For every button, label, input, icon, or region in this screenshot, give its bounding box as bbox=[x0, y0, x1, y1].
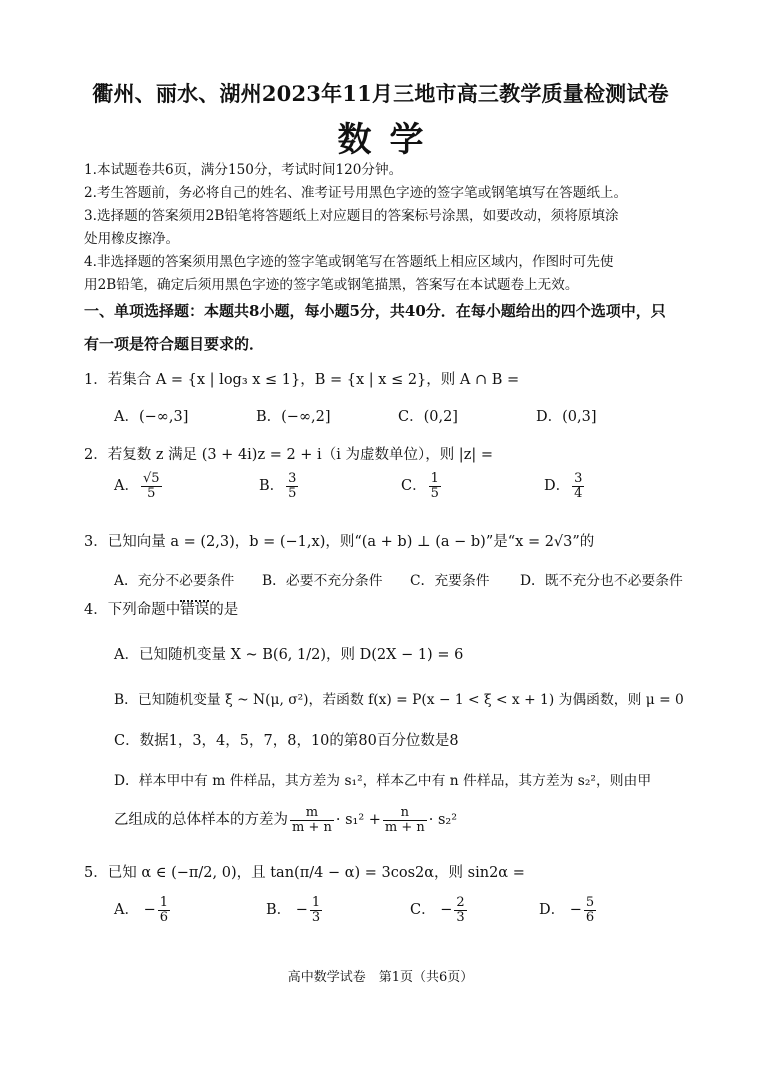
q4-option-c: C．数据1，3，4，5，7，8，10的第80百分位数是8 bbox=[114, 733, 459, 749]
question-3-stem: 3．已知向量 a = (2,3)，b = (−1,x)，则“(a + b) ⊥ (a − b)”是“x = 2√3”的 bbox=[84, 534, 595, 550]
instruction-line: 用2B铅笔，确定后须用黑色字迹的签字笔或钢笔描黑，答案写在本试题卷上无效。 bbox=[84, 277, 579, 293]
q1-option-b: B．(−∞,2] bbox=[256, 409, 331, 425]
q1-option-a: A．(−∞,3] bbox=[114, 409, 189, 425]
q2-option-b: B． $\frac{3}{5}$ bbox=[259, 471, 297, 501]
section-heading-cont: 有一项是符合题目要求的． bbox=[84, 335, 265, 353]
q5-option-c: C． − $\frac{2}{3}$ bbox=[410, 895, 465, 925]
instruction-line: 3.选择题的答案须用2B铅笔将答题纸上对应题目的答案标号涂黑，如要改动，须将原填涂 bbox=[84, 208, 619, 224]
instruction-line: 4.非选择题的答案须用黑色字迹的签字笔或钢笔写在答题纸上相应区域内，作图时可先使 bbox=[84, 254, 614, 270]
q3-option-c: C．充要条件 bbox=[410, 573, 490, 589]
exam-title: 衢州、丽水、湖州2023年11月三地市高三教学质量检测试卷 bbox=[92, 81, 669, 106]
q4-option-b: B．已知随机变量 ξ ~ N(μ, σ²)，若函数 f(x) = P(x − 1 < ξ < x + 1) 为偶函数，则 μ = 0 bbox=[114, 692, 684, 708]
emphasis-mark: 错误 bbox=[180, 602, 210, 618]
instruction-line: 2.考生答题前，务必将自己的姓名、准考证号用黑色字迹的签字笔或钢笔填写在答题纸上。 bbox=[84, 185, 628, 201]
section-heading: 一、单项选择题：本题共8小题，每小题5分，共40分．在每小题给出的四个选项中，只 bbox=[84, 302, 666, 320]
q1-option-d: D．(0,3] bbox=[536, 409, 597, 425]
question-1-stem: 1．若集合 A = {x | log₃ x ≤ 1}，B = {x | x ≤ 2}，则 A ∩ B = bbox=[84, 372, 520, 388]
q5-option-b: B． − $\frac{1}{3}$ bbox=[266, 895, 321, 925]
q3-option-b: B．必要不充分条件 bbox=[262, 573, 383, 589]
q2-option-a: A． $\frac{√5}{5}$ bbox=[114, 471, 160, 501]
instruction-line: 1.本试题卷共6页，满分150分，考试时间120分钟。 bbox=[84, 162, 403, 178]
q2-option-d: D． $\frac{3}{4}$ bbox=[544, 471, 583, 501]
question-4-stem: 4．下列命题中错误的是 bbox=[84, 602, 239, 618]
q5-option-a: A． − $\frac{1}{6}$ bbox=[114, 895, 169, 925]
q5-option-d: D． − $\frac{5}{6}$ bbox=[539, 895, 595, 925]
q3-option-d: D．既不充分也不必要条件 bbox=[520, 573, 683, 589]
instruction-line: 处用橡皮擦净。 bbox=[84, 231, 180, 247]
q3-option-a: A．充分不必要条件 bbox=[114, 573, 235, 589]
q1-option-c: C．(0,2] bbox=[398, 409, 458, 425]
question-5-stem: 5．已知 α ∈ (−π/2, 0)，且 tan(π/4 − α) = 3cos2α，则 sin2α = bbox=[84, 865, 525, 881]
subject-title: 数学 bbox=[337, 120, 442, 160]
q4-option-a: A．已知随机变量 X ~ B(6, 1/2)，则 D(2X − 1) = 6 bbox=[114, 647, 464, 663]
q4-option-d-cont: 乙组成的总体样本的方差为 $\frac{m}{m + n}$ · s₁² + $\frac{n}{m + n}$ · s₂² bbox=[114, 805, 458, 835]
page-footer: 高中数学试卷 第1页（共6页） bbox=[287, 970, 474, 985]
q4-option-d: D．样本甲中有 m 件样品，其方差为 s₁²，样本乙中有 n 件样品，其方差为 s₂²，则由甲 bbox=[114, 773, 652, 789]
q2-option-c: C． $\frac{1}{5}$ bbox=[401, 471, 439, 501]
question-2-stem: 2．若复数 z 满足 (3 + 4i)z = 2 + i（i 为虚数单位），则 |z| = bbox=[84, 447, 493, 463]
